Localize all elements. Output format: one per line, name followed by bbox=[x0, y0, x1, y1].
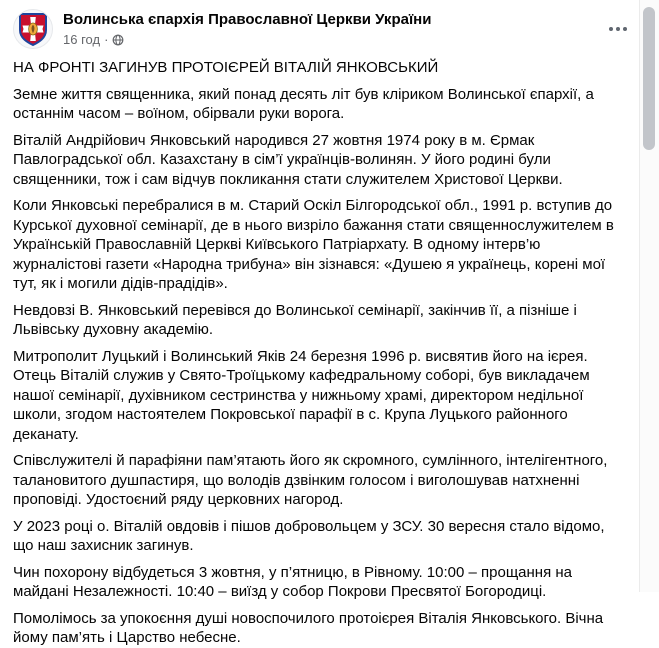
post-paragraph: Помолімось за упокоєння душі новоспочилого протоієрея Віталія Янковського. Вічна йому пам’ять і Царство небесне. bbox=[13, 609, 604, 646]
avatar[interactable] bbox=[13, 9, 53, 49]
ellipsis-icon bbox=[616, 27, 620, 31]
post-title: НА ФРОНТІ ЗАГИНУВ ПРОТОІЄРЕЙ ВІТАЛІЙ ЯНКОВСЬКИЙ bbox=[13, 59, 439, 76]
post-paragraph: Віталій Андрійович Янковський народився 27 жовтня 1974 року в м. Єрмак Павлоградської обл. Казахстану в сім’ї українців-волинян. У його родині були священники, тож і сам відчув покликання стати служителем Христової Церкви. bbox=[13, 131, 563, 188]
post-paragraph: Чин похорону відбудеться 3 жовтня, у п’ятницю, в Рівному. 10:00 – прощання на майдані Незалежності. 10:40 – виїзд у собор Покрови Пресвятої Богородиці. bbox=[13, 563, 572, 600]
post-paragraph: Митрополит Луцький і Волинський Яків 24 березня 1996 р. висвятив його на ієрея. Отець Віталій служив у Свято-Троїцькому кафедральному соборі, був викладачем нашої семінарії, духівником сестринства у нижньому храмі, директором недільної школи, згодом настоятелем Покровської парафії в с. Крупа Луцького районного деканату. bbox=[13, 347, 590, 443]
scrollbar[interactable] bbox=[639, 0, 659, 592]
post-paragraph: Співслужителі й парафіяни пам’ятають його як скромного, сумлінного, інтелігентного, талановитого душпастиря, що володів дзвінким голосом і виголошував натхненні проповіді. Удостоєний ряду церковних нагород. bbox=[13, 452, 608, 508]
timestamp-link[interactable]: 16 год bbox=[63, 32, 101, 47]
meta-separator: · bbox=[104, 32, 109, 47]
scrollbar-thumb[interactable] bbox=[643, 7, 655, 150]
post-meta bbox=[63, 32, 431, 48]
post-paragraph: У 2023 році о. Віталій овдовів і пішов добровольцем у ЗСУ. 30 вересня стало відомо, що наш захисник загинув. bbox=[13, 517, 605, 554]
post-paragraph: Коли Янковські перебралися в м. Старий Оскіл Білгородської обл., 1991 р. вступив до Курської духовної семінарії, де в нього визріло бажання стати священнослужителем в Українській Православній Церкві Київського Патріархату. В одному інтерв’ю журналістові газети «Народна трибуна» він зізнався: «Душею я українець, корені мої тут, як і могили дідів-прадідів». bbox=[13, 197, 614, 292]
post-body bbox=[13, 58, 615, 648]
post-paragraph: Невдовзі В. Янковський перевівся до Волинської семінарії, закінчив її, а пізніше і Львівську духовну академію. bbox=[13, 301, 577, 338]
post-paragraph: Земне життя священника, який понад десять літ був кліриком Волинської єпархії, а останнім часом – воїном, обірвали руки ворога. bbox=[13, 85, 594, 122]
ellipsis-icon bbox=[623, 27, 627, 31]
eparchy-coat-of-arms-icon bbox=[16, 11, 50, 47]
page-name-link[interactable]: Волинська єпархія Православної Церкви України bbox=[63, 11, 432, 28]
ellipsis-icon bbox=[609, 27, 613, 31]
header-texts bbox=[63, 9, 431, 48]
post-header bbox=[13, 9, 615, 49]
globe-icon bbox=[112, 34, 124, 46]
more-options-button[interactable] bbox=[603, 21, 633, 37]
